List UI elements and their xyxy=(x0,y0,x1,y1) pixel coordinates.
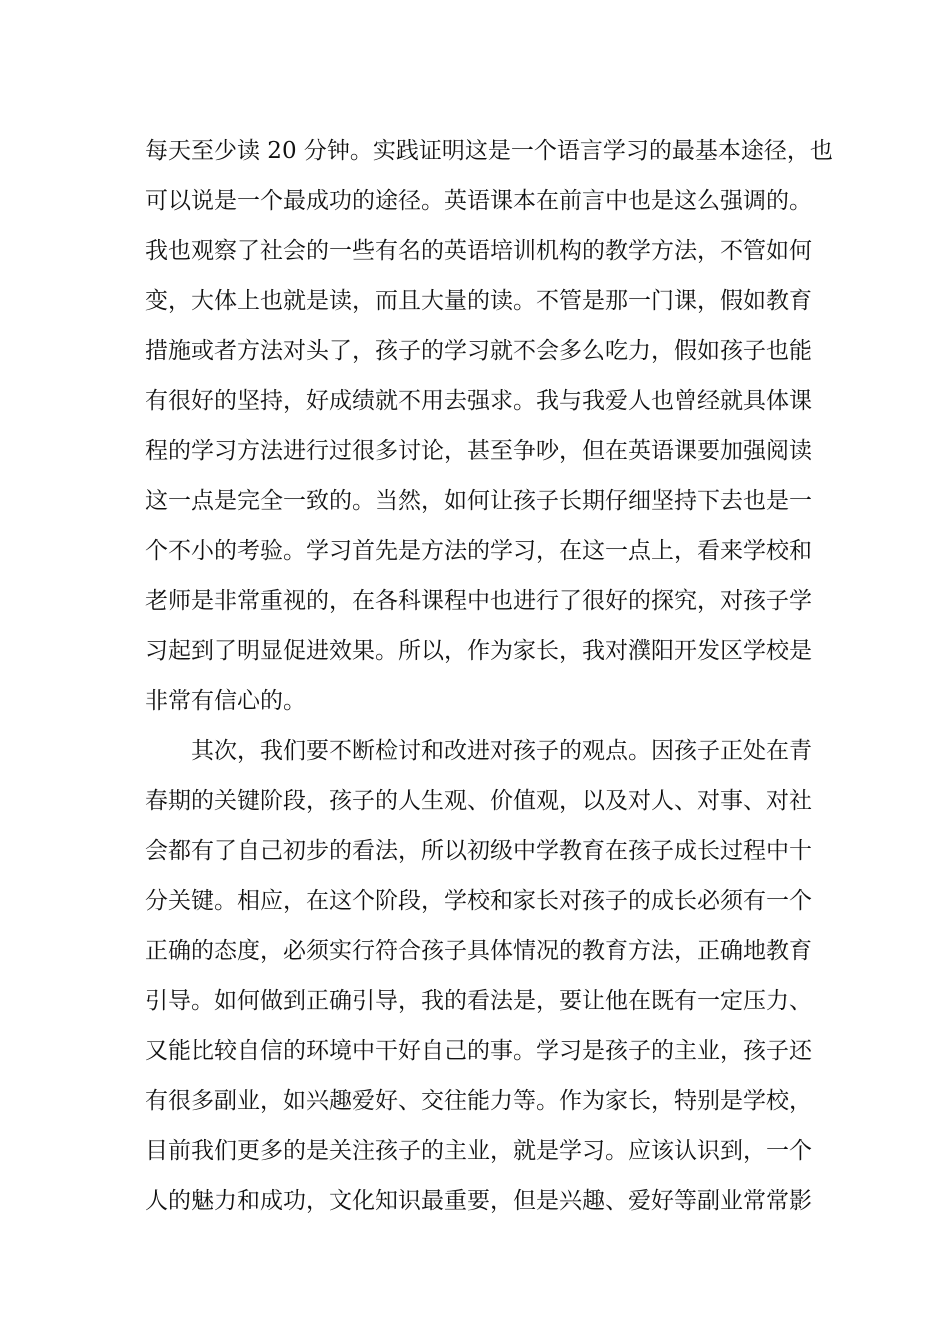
text-line: 目前我们更多的是关注孩子的主业，就是学习。应该认识到，一个 xyxy=(145,1138,812,1164)
text-line: 措施或者方法对头了，孩子的学习就不会多么吃力，假如孩子也能 xyxy=(145,338,812,364)
text-line: 程的学习方法进行过很多讨论，甚至争吵，但在英语课要加强阅读 xyxy=(145,438,812,464)
text-line: 春期的关键阶段，孩子的人生观、价值观，以及对人、对事、对社 xyxy=(145,788,812,814)
text-line: 非常有信心的。 xyxy=(145,688,306,714)
text-line: 个不小的考验。学习首先是方法的学习，在这一点上，看来学校和 xyxy=(145,538,812,564)
text-line: 老师是非常重视的，在各科课程中也进行了很好的探究，对孩子学 xyxy=(145,588,812,614)
text-line: 其次，我们要不断检讨和改进对孩子的观点。因孩子正处在青 xyxy=(191,738,812,764)
text-line: 变，大体上也就是读，而且大量的读。不管是那一门课，假如教育 xyxy=(145,288,812,314)
text-line: 分关键。相应，在这个阶段，学校和家长对孩子的成长必须有一个 xyxy=(145,888,812,914)
text-line: 这一点是完全一致的。当然，如何让孩子长期仔细坚持下去也是一 xyxy=(145,488,812,514)
text-line: 我也观察了社会的一些有名的英语培训机构的教学方法，不管如何 xyxy=(145,238,812,264)
text-line: 每天至少读 20 分钟。实践证明这是一个语言学习的最基本途径，也 xyxy=(145,138,833,164)
text-line: 有很好的坚持，好成绩就不用去强求。我与我爱人也曾经就具体课 xyxy=(145,388,812,414)
text-line: 会都有了自己初步的看法，所以初级中学教育在孩子成长过程中十 xyxy=(145,838,812,864)
text-line: 引导。如何做到正确引导，我的看法是，要让他在既有一定压力、 xyxy=(145,988,812,1014)
text-line: 习起到了明显促进效果。所以，作为家长，我对濮阳开发区学校是 xyxy=(145,638,812,664)
text-line: 正确的态度，必须实行符合孩子具体情况的教育方法，正确地教育 xyxy=(145,938,812,964)
text-line: 可以说是一个最成功的途径。英语课本在前言中也是这么强调的。 xyxy=(145,188,812,214)
text-line: 有很多副业，如兴趣爱好、交往能力等。作为家长，特别是学校， xyxy=(145,1088,812,1114)
text-line: 又能比较自信的环境中干好自己的事。学习是孩子的主业，孩子还 xyxy=(145,1038,812,1064)
text-line: 人的魅力和成功，文化知识最重要，但是兴趣、爱好等副业常常影 xyxy=(145,1188,812,1214)
